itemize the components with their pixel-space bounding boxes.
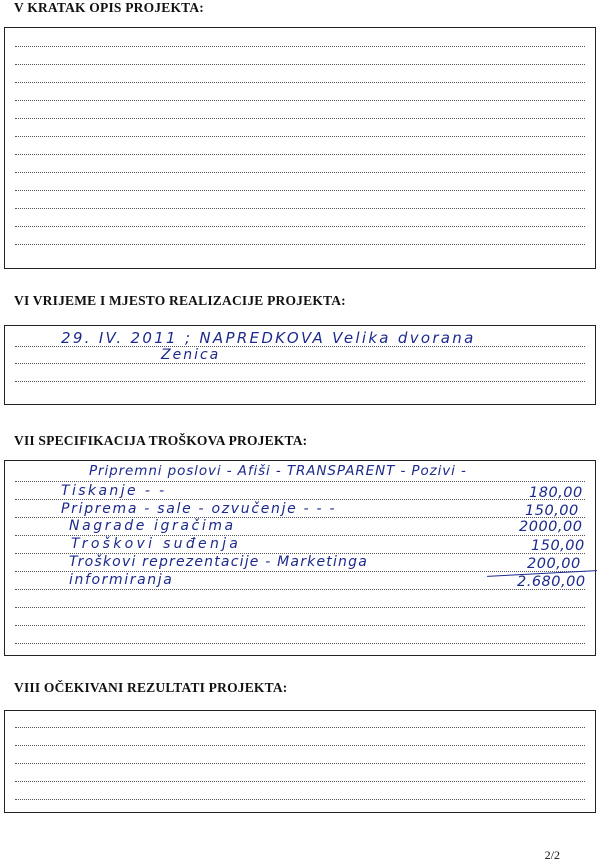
dotted-line (15, 226, 585, 227)
dotted-line (15, 727, 585, 728)
cost-item-text: informiranja (69, 572, 174, 588)
dotted-line (15, 100, 585, 101)
section-vii-heading: VII SPECIFIKACIJA TROŠKOVA PROJEKTA: (14, 433, 308, 448)
cost-item-text: Pripremni poslovi - Afiši - TRANSPARENT - Pozivi - (89, 463, 467, 479)
section-viii-box (4, 710, 596, 813)
dotted-line (15, 499, 585, 500)
cost-item-amount: 150,00 (525, 503, 579, 519)
dotted-line (15, 190, 585, 191)
cost-item-text: Nagrade igračima (69, 518, 236, 534)
dotted-line (15, 82, 585, 83)
dotted-line (15, 589, 585, 590)
section-viii-heading: VIII OČEKIVANI REZULTATI PROJEKTA: (14, 680, 288, 695)
cost-item-text: Tiskanje - - (61, 483, 167, 499)
section-vi-heading: VI VRIJEME I MJESTO REALIZACIJE PROJEKTA: (14, 293, 346, 308)
handwritten-city: Zenica (161, 347, 221, 363)
dotted-line (15, 745, 585, 746)
section-vi-box (4, 325, 596, 405)
section-vii-box (4, 460, 596, 656)
cost-item-amount: 180,00 (529, 485, 583, 501)
dotted-line (15, 46, 585, 47)
section-v-box (4, 27, 596, 269)
dotted-line (15, 781, 585, 782)
dotted-line (15, 625, 585, 626)
cost-item-text: Troškovi suđenja (71, 536, 242, 552)
dotted-line (15, 244, 585, 245)
dotted-line (15, 763, 585, 764)
dotted-line (15, 363, 585, 364)
handwritten-date-place: 29. IV. 2011 ; NAPREDKOVA Velika dvorana (61, 329, 476, 347)
dotted-line (15, 643, 585, 644)
cost-item-amount: 200,00 (527, 556, 581, 572)
cost-item-text: Priprema - sale - ozvučenje - - - (61, 501, 337, 517)
dotted-line (15, 799, 585, 800)
cost-item-amount: 2000,00 (519, 519, 583, 535)
dotted-line (15, 172, 585, 173)
dotted-line (15, 481, 585, 482)
section-v-heading: V KRATAK OPIS PROJEKTA: (14, 0, 204, 15)
dotted-line (15, 64, 585, 65)
cost-item-text: Troškovi reprezentacije - Marketinga (69, 554, 369, 570)
page-number: 2/2 (544, 848, 560, 862)
dotted-line (15, 607, 585, 608)
cost-item-amount: 150,00 (531, 538, 585, 554)
dotted-line (15, 381, 585, 382)
cost-total-amount: 2.680,00 (517, 574, 586, 590)
dotted-line (15, 118, 585, 119)
dotted-line (15, 208, 585, 209)
dotted-line (15, 136, 585, 137)
dotted-line (15, 154, 585, 155)
